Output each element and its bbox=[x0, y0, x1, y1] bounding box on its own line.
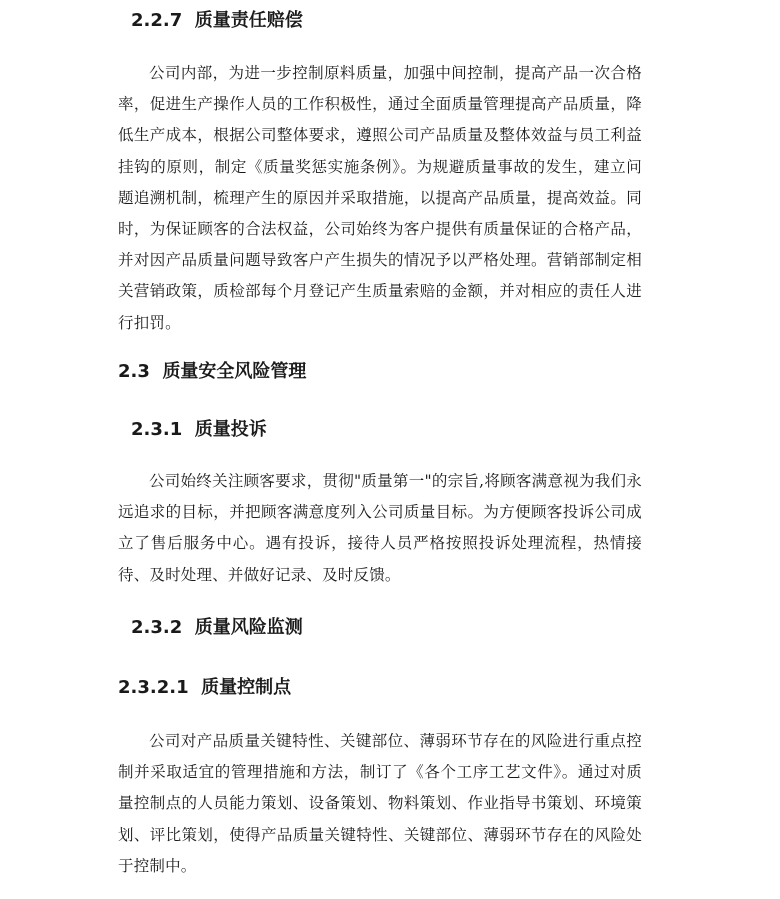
section-number: 2.3.2.1 bbox=[118, 677, 189, 698]
section-number: 2.3.1 bbox=[131, 419, 183, 440]
heading-2-2-7 bbox=[131, 9, 303, 33]
paragraph-quality-complaints: 公司始终关注顾客要求，贯彻"质量第一"的宗旨,将顾客满意视为我们永远追求的目标，并把顾客满意度列入公司质量目标。为方便顾客投诉公司成立了售后服务中心。遇有投诉，接待人员严格按照投诉处理流程，热情接待、及时处理、并做好记录、及时反馈。 bbox=[118, 472, 642, 584]
section-title: 质量安全风险管理 bbox=[162, 361, 307, 382]
paragraph-quality-liability: 公司内部，为进一步控制原料质量，加强中间控制，提高产品一次合格率，促进生产操作人员的工作积极性，通过全面质量管理提高产品质量，降低生产成本，根据公司整体要求，遵照公司产品质量及整体效益与员工利益挂钩的原则，制定《质量奖惩实施条例》。为规避质量事故的发生，建立问题追溯机制，梳理产生的原因并采取措施，以提高产品质量，提高效益。同时，为保证顾客的合法权益，公司始终为客户提供有质量保证的合格产品，并对因产品质量问题导致客户产生损失的情况予以严格处理。营销部制定相关营销政策，质检部每个月登记产生质量索赔的金额，并对相应的责任人进行扣罚。 bbox=[118, 64, 642, 332]
section-number: 2.2.7 bbox=[131, 10, 183, 31]
paragraph-quality-control-points: 公司对产品质量关键特性、关键部位、薄弱环节存在的风险进行重点控制并采取适宜的管理措施和方法，制订了《各个工序工艺文件》。通过对质量控制点的人员能力策划、设备策划、物料策划、作业指导书策划、环境策划、评比策划，使得产品质量关键特性、关键部位、薄弱环节存在的风险处于控制中。 bbox=[118, 732, 642, 875]
heading-2-3-1 bbox=[131, 418, 267, 442]
section-title: 质量控制点 bbox=[201, 677, 292, 698]
section-title: 质量风险监测 bbox=[194, 617, 303, 638]
section-number: 2.3 bbox=[118, 361, 150, 382]
section-title: 质量投诉 bbox=[194, 419, 267, 440]
heading-2-3 bbox=[118, 360, 306, 384]
section-number: 2.3.2 bbox=[131, 617, 183, 638]
section-title: 质量责任赔偿 bbox=[194, 10, 303, 31]
heading-2-3-2-1 bbox=[118, 676, 291, 700]
heading-2-3-2 bbox=[131, 616, 303, 640]
